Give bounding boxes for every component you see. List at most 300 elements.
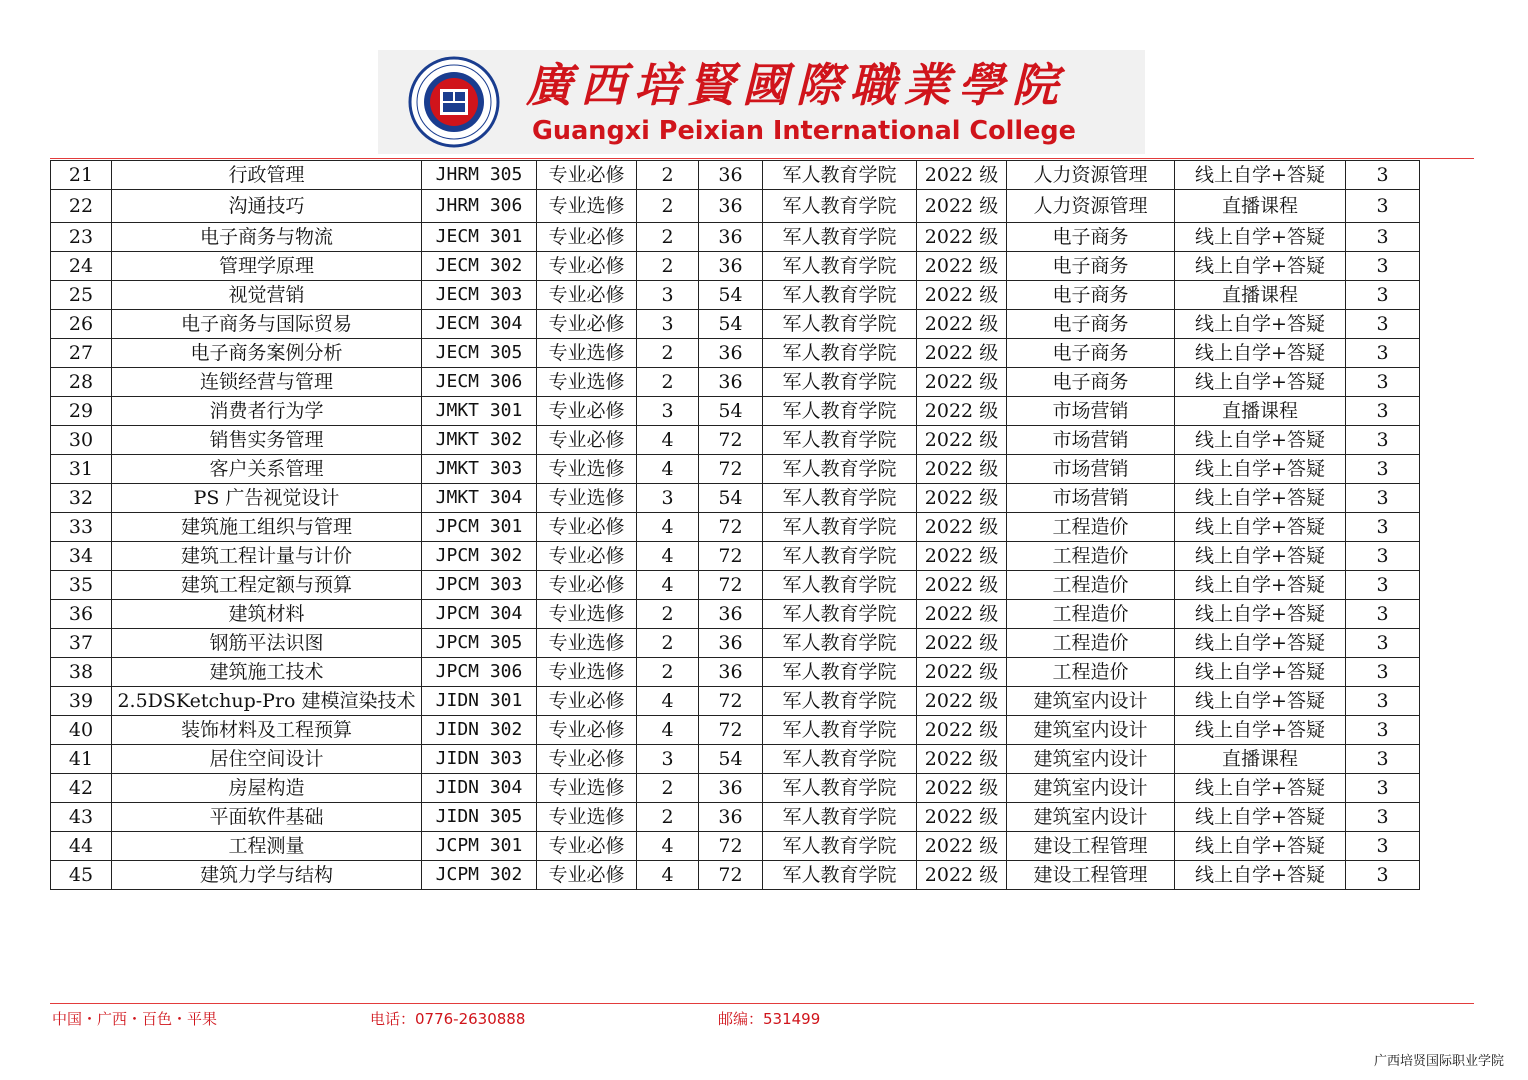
college-seal-logo (394, 56, 514, 148)
cell-school: 军人教育学院 (763, 368, 917, 397)
cell-major: 电子商务 (1007, 252, 1175, 281)
cell-term: 3 (1346, 861, 1420, 890)
cell-credits: 2 (637, 629, 699, 658)
cell-type: 专业必修 (537, 716, 637, 745)
cell-term: 3 (1346, 745, 1420, 774)
cell-code: JMKT 301 (422, 397, 537, 426)
cell-school: 军人教育学院 (763, 397, 917, 426)
cell-type: 专业必修 (537, 571, 637, 600)
cell-course: 建筑力学与结构 (112, 861, 422, 890)
cell-no: 28 (51, 368, 112, 397)
cell-term: 3 (1346, 774, 1420, 803)
cell-code: JMKT 302 (422, 426, 537, 455)
cell-mode: 线上自学+答疑 (1175, 687, 1346, 716)
cell-school: 军人教育学院 (763, 190, 917, 223)
cell-code: JIDN 302 (422, 716, 537, 745)
cell-credits: 4 (637, 455, 699, 484)
cell-term: 3 (1346, 426, 1420, 455)
cell-course: 建筑工程计量与计价 (112, 542, 422, 571)
cell-mode: 线上自学+答疑 (1175, 629, 1346, 658)
cell-school: 军人教育学院 (763, 600, 917, 629)
cell-mode: 线上自学+答疑 (1175, 774, 1346, 803)
cell-code: JPCM 305 (422, 629, 537, 658)
cell-mode: 线上自学+答疑 (1175, 310, 1346, 339)
cell-course: 平面软件基础 (112, 803, 422, 832)
cell-course: 客户关系管理 (112, 455, 422, 484)
cell-school: 军人教育学院 (763, 455, 917, 484)
cell-school: 军人教育学院 (763, 687, 917, 716)
cell-school: 军人教育学院 (763, 252, 917, 281)
cell-no: 21 (51, 161, 112, 190)
cell-course: 装饰材料及工程预算 (112, 716, 422, 745)
cell-no: 36 (51, 600, 112, 629)
cell-school: 军人教育学院 (763, 161, 917, 190)
cell-term: 3 (1346, 571, 1420, 600)
cell-term: 3 (1346, 600, 1420, 629)
table-row (51, 310, 1420, 339)
cell-course: 工程测量 (112, 832, 422, 861)
cell-major: 工程造价 (1007, 658, 1175, 687)
table-row (51, 861, 1420, 890)
cell-no: 30 (51, 426, 112, 455)
cell-mode: 线上自学+答疑 (1175, 368, 1346, 397)
cell-type: 专业选修 (537, 190, 637, 223)
cell-term: 3 (1346, 252, 1420, 281)
cell-school: 军人教育学院 (763, 484, 917, 513)
cell-term: 3 (1346, 832, 1420, 861)
cell-hours: 54 (699, 397, 763, 426)
cell-hours: 36 (699, 803, 763, 832)
cell-type: 专业必修 (537, 832, 637, 861)
cell-mode: 线上自学+答疑 (1175, 861, 1346, 890)
cell-school: 军人教育学院 (763, 542, 917, 571)
cell-code: JMKT 303 (422, 455, 537, 484)
cell-mode: 直播课程 (1175, 397, 1346, 426)
cell-no: 29 (51, 397, 112, 426)
cell-type: 专业选修 (537, 484, 637, 513)
cell-no: 22 (51, 190, 112, 223)
cell-course: 沟通技巧 (112, 190, 422, 223)
cell-mode: 线上自学+答疑 (1175, 716, 1346, 745)
cell-code: JECM 303 (422, 281, 537, 310)
table-row (51, 190, 1420, 223)
cell-course: 建筑材料 (112, 600, 422, 629)
cell-school: 军人教育学院 (763, 716, 917, 745)
cell-type: 专业必修 (537, 223, 637, 252)
cell-mode: 线上自学+答疑 (1175, 161, 1346, 190)
cell-mode: 线上自学+答疑 (1175, 832, 1346, 861)
cell-term: 3 (1346, 339, 1420, 368)
cell-major: 市场营销 (1007, 455, 1175, 484)
cell-mode: 线上自学+答疑 (1175, 426, 1346, 455)
cell-hours: 36 (699, 252, 763, 281)
cell-major: 人力资源管理 (1007, 161, 1175, 190)
cell-major: 建设工程管理 (1007, 861, 1175, 890)
cell-term: 3 (1346, 281, 1420, 310)
cell-school: 军人教育学院 (763, 339, 917, 368)
cell-mode: 线上自学+答疑 (1175, 658, 1346, 687)
cell-no: 26 (51, 310, 112, 339)
cell-code: JECM 301 (422, 223, 537, 252)
cell-code: JECM 306 (422, 368, 537, 397)
cell-grade: 2022 级 (917, 658, 1007, 687)
cell-hours: 36 (699, 223, 763, 252)
cell-major: 工程造价 (1007, 513, 1175, 542)
cell-type: 专业选修 (537, 339, 637, 368)
cell-major: 建设工程管理 (1007, 832, 1175, 861)
cell-school: 军人教育学院 (763, 629, 917, 658)
cell-grade: 2022 级 (917, 252, 1007, 281)
cell-grade: 2022 级 (917, 832, 1007, 861)
cell-school: 军人教育学院 (763, 571, 917, 600)
cell-hours: 54 (699, 281, 763, 310)
cell-hours: 36 (699, 161, 763, 190)
cell-grade: 2022 级 (917, 745, 1007, 774)
cell-hours: 72 (699, 861, 763, 890)
cell-course: 行政管理 (112, 161, 422, 190)
cell-grade: 2022 级 (917, 223, 1007, 252)
cell-type: 专业选修 (537, 658, 637, 687)
cell-school: 军人教育学院 (763, 426, 917, 455)
cell-course: 居住空间设计 (112, 745, 422, 774)
cell-grade: 2022 级 (917, 513, 1007, 542)
cell-hours: 72 (699, 542, 763, 571)
cell-hours: 72 (699, 513, 763, 542)
cell-course: PS 广告视觉设计 (112, 484, 422, 513)
table-row (51, 455, 1420, 484)
cell-major: 建筑室内设计 (1007, 687, 1175, 716)
cell-no: 44 (51, 832, 112, 861)
cell-hours: 36 (699, 600, 763, 629)
cell-school: 军人教育学院 (763, 223, 917, 252)
cell-term: 3 (1346, 368, 1420, 397)
cell-course: 消费者行为学 (112, 397, 422, 426)
cell-hours: 72 (699, 455, 763, 484)
cell-no: 23 (51, 223, 112, 252)
cell-school: 军人教育学院 (763, 310, 917, 339)
cell-grade: 2022 级 (917, 542, 1007, 571)
table-row (51, 716, 1420, 745)
cell-major: 建筑室内设计 (1007, 803, 1175, 832)
cell-credits: 3 (637, 484, 699, 513)
table-row (51, 832, 1420, 861)
cell-code: JIDN 304 (422, 774, 537, 803)
cell-grade: 2022 级 (917, 629, 1007, 658)
cell-course: 建筑施工技术 (112, 658, 422, 687)
cell-grade: 2022 级 (917, 190, 1007, 223)
cell-code: JCPM 302 (422, 861, 537, 890)
cell-major: 市场营销 (1007, 484, 1175, 513)
cell-no: 33 (51, 513, 112, 542)
cell-credits: 3 (637, 281, 699, 310)
cell-course: 管理学原理 (112, 252, 422, 281)
cell-major: 建筑室内设计 (1007, 716, 1175, 745)
cell-term: 3 (1346, 716, 1420, 745)
cell-credits: 4 (637, 426, 699, 455)
cell-credits: 2 (637, 161, 699, 190)
cell-credits: 3 (637, 745, 699, 774)
footer-location: 中国・广西・百色・平果 (52, 1010, 218, 1028)
cell-grade: 2022 级 (917, 339, 1007, 368)
table-row (51, 542, 1420, 571)
cell-major: 工程造价 (1007, 542, 1175, 571)
cell-major: 市场营销 (1007, 426, 1175, 455)
cell-no: 31 (51, 455, 112, 484)
cell-no: 39 (51, 687, 112, 716)
cell-code: JPCM 301 (422, 513, 537, 542)
cell-school: 军人教育学院 (763, 513, 917, 542)
cell-code: JIDN 305 (422, 803, 537, 832)
page-corner-label: 广西培贤国际职业学院 (1373, 1054, 1504, 1069)
table-row (51, 629, 1420, 658)
cell-grade: 2022 级 (917, 426, 1007, 455)
table-row (51, 658, 1420, 687)
course-table (50, 160, 1420, 890)
cell-credits: 2 (637, 223, 699, 252)
cell-course: 电子商务案例分析 (112, 339, 422, 368)
cell-hours: 72 (699, 687, 763, 716)
cell-type: 专业必修 (537, 397, 637, 426)
cell-major: 工程造价 (1007, 629, 1175, 658)
cell-credits: 2 (637, 600, 699, 629)
cell-term: 3 (1346, 455, 1420, 484)
cell-code: JPCM 304 (422, 600, 537, 629)
cell-code: JIDN 301 (422, 687, 537, 716)
cell-no: 45 (51, 861, 112, 890)
cell-no: 24 (51, 252, 112, 281)
cell-term: 3 (1346, 513, 1420, 542)
cell-credits: 2 (637, 190, 699, 223)
cell-term: 3 (1346, 803, 1420, 832)
cell-hours: 36 (699, 774, 763, 803)
cell-type: 专业选修 (537, 803, 637, 832)
cell-type: 专业必修 (537, 161, 637, 190)
cell-term: 3 (1346, 223, 1420, 252)
cell-type: 专业选修 (537, 368, 637, 397)
cell-no: 34 (51, 542, 112, 571)
college-name-english: Guangxi Peixian International College (532, 116, 1076, 146)
cell-code: JIDN 303 (422, 745, 537, 774)
cell-course: 销售实务管理 (112, 426, 422, 455)
cell-credits: 2 (637, 339, 699, 368)
table-row (51, 513, 1420, 542)
header-divider (50, 158, 1474, 159)
cell-credits: 4 (637, 861, 699, 890)
cell-grade: 2022 级 (917, 455, 1007, 484)
cell-hours: 72 (699, 716, 763, 745)
cell-type: 专业必修 (537, 745, 637, 774)
cell-no: 43 (51, 803, 112, 832)
cell-mode: 直播课程 (1175, 281, 1346, 310)
cell-code: JPCM 306 (422, 658, 537, 687)
table-row (51, 745, 1420, 774)
cell-type: 专业必修 (537, 687, 637, 716)
cell-school: 军人教育学院 (763, 803, 917, 832)
cell-course: 2.5DSKetchup-Pro 建模渲染技术 (112, 687, 422, 716)
cell-type: 专业必修 (537, 861, 637, 890)
cell-type: 专业必修 (537, 513, 637, 542)
footer-phone: 电话：0776-2630888 (370, 1010, 526, 1028)
cell-hours: 36 (699, 658, 763, 687)
cell-type: 专业必修 (537, 542, 637, 571)
cell-course: 视觉营销 (112, 281, 422, 310)
cell-grade: 2022 级 (917, 600, 1007, 629)
cell-term: 3 (1346, 658, 1420, 687)
cell-no: 38 (51, 658, 112, 687)
cell-grade: 2022 级 (917, 397, 1007, 426)
cell-grade: 2022 级 (917, 716, 1007, 745)
cell-hours: 72 (699, 426, 763, 455)
cell-hours: 54 (699, 310, 763, 339)
cell-type: 专业必修 (537, 310, 637, 339)
cell-major: 工程造价 (1007, 571, 1175, 600)
cell-no: 41 (51, 745, 112, 774)
cell-code: JCPM 301 (422, 832, 537, 861)
cell-type: 专业必修 (537, 252, 637, 281)
cell-no: 32 (51, 484, 112, 513)
cell-credits: 4 (637, 542, 699, 571)
cell-major: 工程造价 (1007, 600, 1175, 629)
cell-code: JHRM 306 (422, 190, 537, 223)
cell-grade: 2022 级 (917, 774, 1007, 803)
cell-credits: 3 (637, 310, 699, 339)
cell-major: 电子商务 (1007, 223, 1175, 252)
cell-mode: 线上自学+答疑 (1175, 600, 1346, 629)
cell-hours: 36 (699, 368, 763, 397)
cell-no: 40 (51, 716, 112, 745)
cell-hours: 36 (699, 629, 763, 658)
cell-code: JMKT 304 (422, 484, 537, 513)
cell-grade: 2022 级 (917, 161, 1007, 190)
cell-course: 钢筋平法识图 (112, 629, 422, 658)
cell-grade: 2022 级 (917, 861, 1007, 890)
cell-hours: 72 (699, 571, 763, 600)
footer-postcode: 邮编：531499 (718, 1010, 821, 1028)
cell-mode: 直播课程 (1175, 745, 1346, 774)
cell-type: 专业必修 (537, 426, 637, 455)
cell-mode: 线上自学+答疑 (1175, 252, 1346, 281)
cell-no: 25 (51, 281, 112, 310)
cell-credits: 4 (637, 687, 699, 716)
cell-grade: 2022 级 (917, 281, 1007, 310)
cell-grade: 2022 级 (917, 687, 1007, 716)
cell-hours: 72 (699, 832, 763, 861)
table-row (51, 161, 1420, 190)
table-row (51, 281, 1420, 310)
cell-term: 3 (1346, 310, 1420, 339)
cell-credits: 3 (637, 397, 699, 426)
cell-no: 42 (51, 774, 112, 803)
cell-hours: 36 (699, 339, 763, 368)
cell-school: 军人教育学院 (763, 281, 917, 310)
college-name-chinese: 廣西培賢國際職業學院 (526, 58, 1066, 112)
cell-mode: 线上自学+答疑 (1175, 803, 1346, 832)
cell-credits: 2 (637, 774, 699, 803)
table-row (51, 600, 1420, 629)
cell-mode: 线上自学+答疑 (1175, 513, 1346, 542)
cell-code: JECM 302 (422, 252, 537, 281)
cell-code: JHRM 305 (422, 161, 537, 190)
cell-code: JPCM 303 (422, 571, 537, 600)
cell-no: 35 (51, 571, 112, 600)
cell-major: 人力资源管理 (1007, 190, 1175, 223)
cell-grade: 2022 级 (917, 571, 1007, 600)
cell-term: 3 (1346, 687, 1420, 716)
cell-course: 建筑施工组织与管理 (112, 513, 422, 542)
cell-school: 军人教育学院 (763, 832, 917, 861)
cell-term: 3 (1346, 161, 1420, 190)
cell-type: 专业选修 (537, 774, 637, 803)
cell-term: 3 (1346, 397, 1420, 426)
cell-hours: 54 (699, 484, 763, 513)
table-row (51, 426, 1420, 455)
cell-credits: 2 (637, 658, 699, 687)
table-row (51, 774, 1420, 803)
cell-major: 电子商务 (1007, 368, 1175, 397)
footer-divider (50, 1003, 1474, 1004)
table-row (51, 687, 1420, 716)
cell-credits: 4 (637, 513, 699, 542)
cell-major: 电子商务 (1007, 281, 1175, 310)
cell-credits: 4 (637, 571, 699, 600)
cell-term: 3 (1346, 542, 1420, 571)
cell-course: 房屋构造 (112, 774, 422, 803)
table-row (51, 397, 1420, 426)
cell-course: 连锁经营与管理 (112, 368, 422, 397)
cell-mode: 直播课程 (1175, 190, 1346, 223)
course-table-body (51, 161, 1420, 890)
cell-mode: 线上自学+答疑 (1175, 455, 1346, 484)
cell-course: 建筑工程定额与预算 (112, 571, 422, 600)
cell-hours: 36 (699, 190, 763, 223)
cell-grade: 2022 级 (917, 368, 1007, 397)
table-row (51, 252, 1420, 281)
cell-grade: 2022 级 (917, 484, 1007, 513)
cell-school: 军人教育学院 (763, 658, 917, 687)
cell-code: JPCM 302 (422, 542, 537, 571)
cell-credits: 2 (637, 368, 699, 397)
cell-school: 军人教育学院 (763, 774, 917, 803)
cell-term: 3 (1346, 484, 1420, 513)
cell-no: 27 (51, 339, 112, 368)
cell-grade: 2022 级 (917, 803, 1007, 832)
table-row (51, 484, 1420, 513)
cell-grade: 2022 级 (917, 310, 1007, 339)
cell-term: 3 (1346, 629, 1420, 658)
cell-type: 专业选修 (537, 455, 637, 484)
cell-school: 军人教育学院 (763, 745, 917, 774)
cell-major: 电子商务 (1007, 339, 1175, 368)
cell-credits: 4 (637, 716, 699, 745)
cell-credits: 2 (637, 803, 699, 832)
cell-course: 电子商务与国际贸易 (112, 310, 422, 339)
cell-mode: 线上自学+答疑 (1175, 542, 1346, 571)
table-row (51, 339, 1420, 368)
table-row (51, 223, 1420, 252)
cell-mode: 线上自学+答疑 (1175, 484, 1346, 513)
cell-term: 3 (1346, 190, 1420, 223)
college-header-banner (378, 50, 1145, 154)
cell-school: 军人教育学院 (763, 861, 917, 890)
cell-hours: 54 (699, 745, 763, 774)
cell-mode: 线上自学+答疑 (1175, 571, 1346, 600)
cell-code: JECM 304 (422, 310, 537, 339)
cell-credits: 2 (637, 252, 699, 281)
cell-major: 市场营销 (1007, 397, 1175, 426)
cell-major: 建筑室内设计 (1007, 774, 1175, 803)
cell-mode: 线上自学+答疑 (1175, 223, 1346, 252)
cell-major: 建筑室内设计 (1007, 745, 1175, 774)
